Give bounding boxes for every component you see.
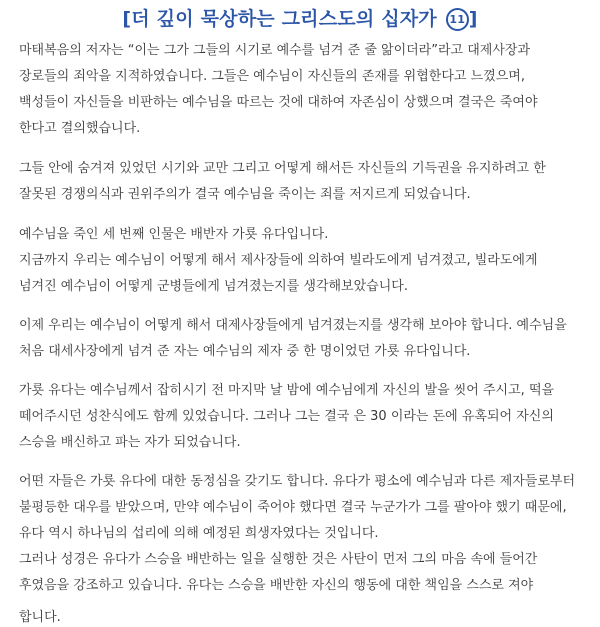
body-line: 마태복음의 저자는 “이는 그가 그들의 시기로 예수를 넘겨 준 줄 앎이더라”라고 대제사장과 bbox=[19, 43, 531, 58]
body-line: 장로들의 죄악을 지적하였습니다. 그들은 예수님이 자신들의 존재를 위협한다고 느꼈으며, bbox=[19, 69, 525, 84]
title-close-bracket: ] bbox=[468, 8, 478, 30]
body-line: 후였음을 강조하고 있습니다. 유다는 스승을 배반한 자신의 행동에 대한 책임을 스스로 져야 bbox=[19, 578, 534, 593]
body-line: 어떤 자들은 가룟 유다에 대한 동정심을 갖기도 합니다. 유다가 평소에 예수님과 다른 제자들로부터 bbox=[19, 474, 576, 489]
body-line: 불평등한 대우를 받았으며, 만약 예수님이 죽어야 했다면 결국 누군가가 그를 팔아야 했기 때문에, bbox=[19, 500, 567, 515]
body-line-cropped bbox=[19, 603, 79, 625]
body-line: 지금까지 우리는 예수님이 어떻게 해서 제사장들에 의하여 빌라도에게 넘겨졌고, 빌라도에게 bbox=[19, 253, 538, 268]
body-line: 처음 대세사장에게 넘겨 준 자는 예수님의 제자 중 한 명이었던 가룟 유다입니다. bbox=[19, 344, 471, 359]
body-line: 넘겨진 예수님이 어떻게 군병들에게 넘겨졌는지를 생각해보았습니다. bbox=[19, 279, 408, 294]
body-line: 예수님을 죽인 세 번째 인물은 배반자 가룟 유다입니다. bbox=[19, 227, 329, 242]
body-line: 백성들이 자신들을 비판하는 예수님을 따르는 것에 대하여 자존심이 상했으며 결국은 죽여야 bbox=[19, 95, 538, 110]
body-line: 스승을 배신하고 파는 자가 되었습니다. bbox=[19, 435, 241, 450]
body-line: 합니다. bbox=[19, 610, 61, 625]
title-text: [더 깊이 묵상하는 그리스도의 십자가 bbox=[122, 8, 437, 30]
body-line: 잘못된 경쟁의식과 권위주의가 결국 예수님을 죽이는 죄를 저지르게 되었습니다. bbox=[19, 187, 471, 202]
body-line: 그러나 성경은 유다가 스승을 배반하는 일을 실행한 것은 사탄이 먼저 그의 마음 속에 들어간 bbox=[19, 552, 538, 567]
body-line: 이제 우리는 예수님이 어떻게 해서 대제사장들에게 넘겨졌는지를 생각해 보아야 합니다. 예수님을 bbox=[19, 318, 567, 333]
body-line: 가룟 유다는 예수님께서 잡히시기 전 마지막 날 밤에 예수님에게 자신의 발을 씻어 주시고, 떡을 bbox=[19, 383, 555, 398]
body-line: 한다고 결의했습니다. bbox=[19, 121, 141, 136]
body-line: 떼어주시던 성찬식에도 함께 있었습니다. 그러나 그는 결국 은 30 이라는 돈에 유혹되어 자신의 bbox=[19, 409, 554, 424]
body-line: 그들 안에 숨겨져 있었던 시기와 교만 그리고 어떻게 해서든 자신들의 기득권을 유지하려고 한 bbox=[19, 161, 546, 176]
title-number-badge: 11 bbox=[446, 8, 469, 31]
article-title bbox=[0, 4, 600, 31]
body-line: 유다 역시 하나님의 섭리에 의해 예정된 희생자였다는 것입니다. bbox=[19, 526, 379, 541]
